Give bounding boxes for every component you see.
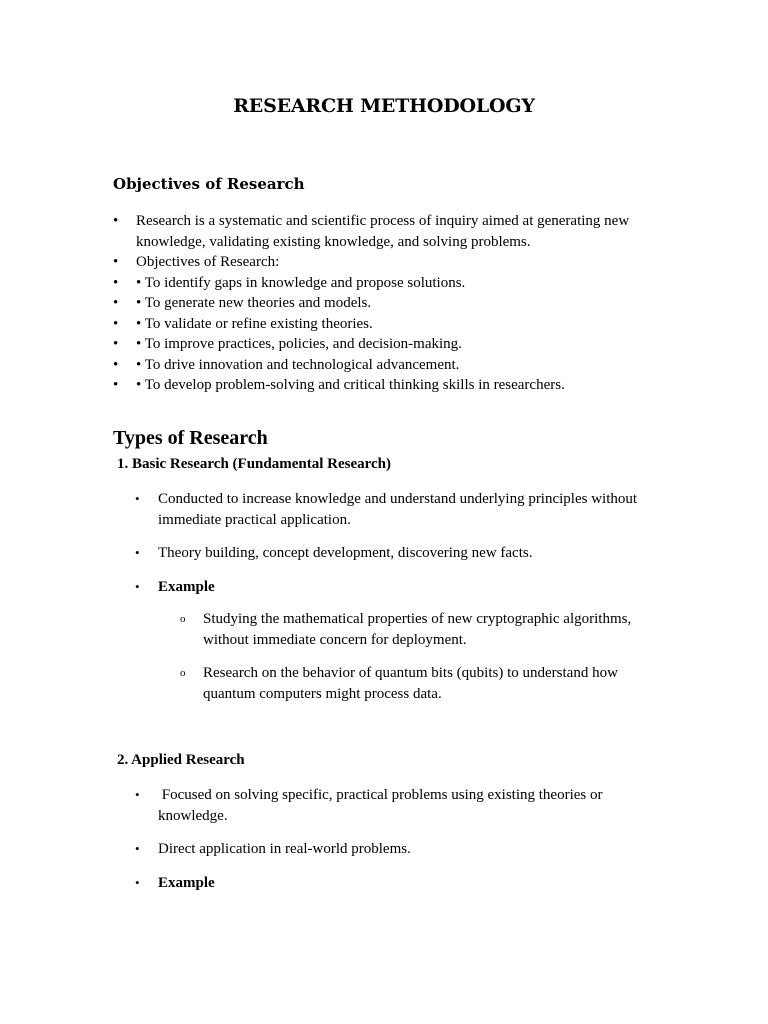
list-item: • • To improve practices, policies, and decision-making. <box>113 334 653 355</box>
bullet-icon: • <box>113 213 119 229</box>
bullet-icon: • <box>135 841 140 856</box>
bullet-icon: • <box>113 315 119 332</box>
bullet-icon: • <box>135 491 140 506</box>
list-item: • Example <box>135 577 655 598</box>
types-heading: Types of Research <box>113 427 268 449</box>
basic-research-examples <box>180 609 650 717</box>
bullet-icon: • <box>135 545 140 560</box>
objectives-list <box>113 211 653 396</box>
circle-bullet-icon: o <box>180 667 186 679</box>
document-title: RESEARCH METHODOLOGY <box>233 95 535 117</box>
list-item: • • To validate or refine existing theories. <box>113 314 653 335</box>
bullet-icon: • <box>113 295 119 311</box>
list-item: • Objectives of Research: <box>113 252 653 273</box>
bullet-icon: • <box>113 274 119 291</box>
list-item: • Direct application in real-world problems. <box>135 839 655 860</box>
bullet-icon: • <box>135 578 140 594</box>
list-item: o Studying the mathematical properties of new cryptographic algorithms, without immediate concern for deployment. <box>180 611 632 648</box>
list-item: • • To identify gaps in knowledge and propose solutions. <box>113 273 653 294</box>
basic-research-list <box>135 489 655 610</box>
bullet-icon: • <box>113 356 119 373</box>
list-item: • Research is a systematic and scientific process of inquiry aimed at generating new knowledge, validating existing knowledge, and solving problems. <box>113 213 630 250</box>
bullet-icon: • <box>113 336 119 352</box>
list-item: • Theory building, concept development, discovering new facts. <box>135 543 655 564</box>
list-item: o Research on the behavior of quantum bits (qubits) to understand how quantum computers might process data. <box>180 665 618 702</box>
bullet-icon: • <box>113 377 119 393</box>
list-item: • Focused on solving specific, practical problems using existing theories or knowledge. <box>135 787 607 824</box>
applied-research-list <box>135 785 655 906</box>
list-item: • Conducted to increase knowledge and understand underlying principles without immediate practical application. <box>135 491 638 528</box>
applied-research-heading: 2. Applied Research <box>117 752 245 768</box>
list-item: • Example <box>135 873 655 894</box>
list-item: • • To develop problem-solving and critical thinking skills in researchers. <box>113 375 653 396</box>
objectives-heading: Objectives of Research <box>113 175 305 193</box>
bullet-icon: • <box>135 787 140 802</box>
circle-bullet-icon: o <box>180 613 186 625</box>
bullet-icon: • <box>135 874 140 890</box>
list-item: • • To drive innovation and technological advancement. <box>113 355 653 376</box>
list-item: • • To generate new theories and models. <box>113 293 653 314</box>
basic-research-heading: 1. Basic Research (Fundamental Research) <box>117 456 391 472</box>
bullet-icon: • <box>113 254 119 270</box>
